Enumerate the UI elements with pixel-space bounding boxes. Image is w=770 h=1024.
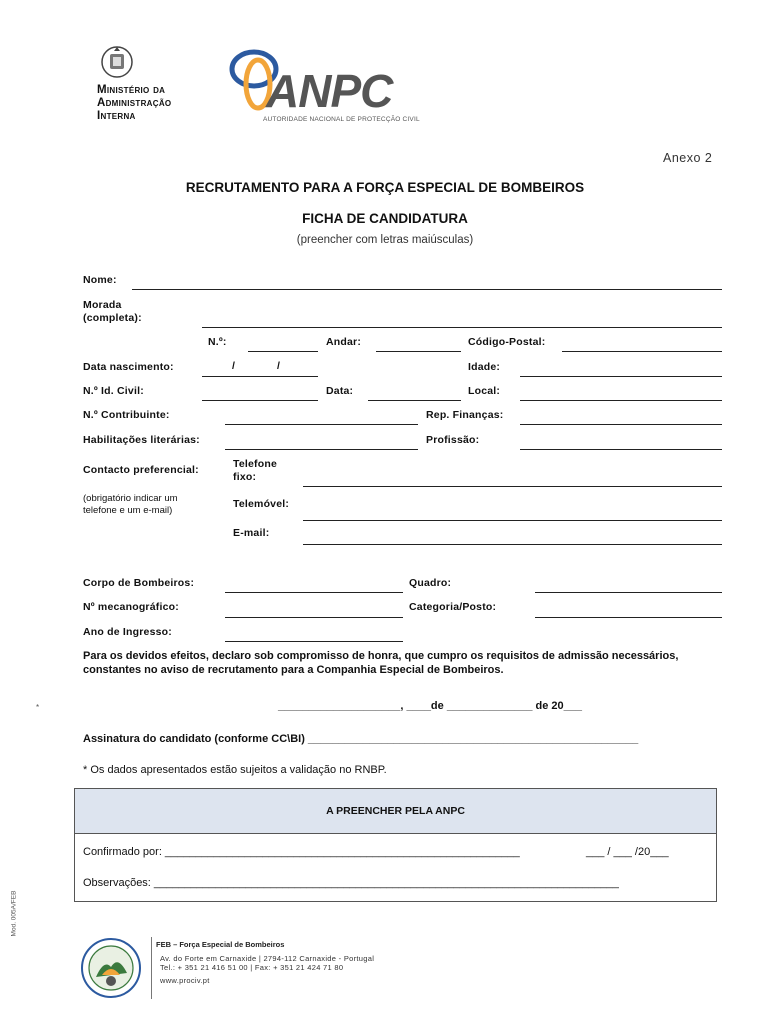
local-label: Local: — [468, 385, 501, 397]
confirmado-date[interactable]: ___ / ___ /20___ — [586, 846, 669, 858]
rep-financas-label: Rep. Finanças: — [426, 409, 504, 421]
id-civil-label: N.º Id. Civil: — [83, 385, 144, 397]
footer-phones: Tel.: + 351 21 416 51 00 | Fax: + 351 21 424 71 80 — [160, 963, 344, 972]
ano-ingresso-field[interactable] — [225, 641, 403, 642]
ministry-name — [97, 84, 171, 123]
instructions-note: (preencher com letras maiúsculas) — [296, 234, 474, 246]
anpc-box-header — [75, 789, 716, 834]
ministry-line-1: Ministério da — [97, 84, 166, 96]
quadro-label: Quadro: — [409, 577, 452, 589]
confirmado-line[interactable]: Confirmado por: __________________________________________________________ — [83, 846, 520, 858]
sub-title: FICHA DE CANDIDATURA — [302, 211, 468, 226]
codigo-postal-label: Código-Postal: — [468, 336, 546, 348]
codigo-postal-field[interactable] — [562, 351, 722, 352]
anpc-box-title: A PREENCHER PELA ANPC — [326, 805, 465, 817]
categoria-label: Categoria/Posto: — [409, 601, 497, 613]
ano-ingresso-label: Ano de Ingresso: — [83, 626, 172, 638]
signature-line[interactable]: Assinatura do candidato (conforme CC\BI) ______________________________________________________ — [83, 733, 639, 745]
corpo-bombeiros-field[interactable] — [225, 592, 403, 593]
anpc-subtitle: AUTORIDADE NACIONAL DE PROTECÇÃO CIVIL — [263, 116, 420, 123]
date-slash-1: / — [232, 360, 236, 372]
habilitacoes-field[interactable] — [225, 449, 418, 450]
contacto-note-line-1: (obrigatório indicar um — [83, 493, 178, 504]
margin-mark: * — [36, 703, 40, 712]
mecanografico-label: Nº mecanográfico: — [83, 601, 179, 613]
contribuinte-label: N.º Contribuinte: — [83, 409, 170, 421]
local-field[interactable] — [520, 400, 722, 401]
footer-title: FEB – Força Especial de Bombeiros — [156, 940, 285, 949]
observacoes-line[interactable]: Observações: ____________________________________________________________________________ — [83, 877, 619, 889]
quadro-field[interactable] — [535, 592, 722, 593]
contacto-label: Contacto preferencial: — [83, 464, 199, 476]
id-civil-field[interactable] — [202, 400, 318, 401]
andar-field[interactable] — [376, 351, 461, 352]
nome-label: Nome: — [83, 274, 117, 286]
footer-address: Av. do Forte em Carnaxide | 2794-112 Carnaxide - Portugal — [160, 954, 375, 963]
telefone-label: Telefone — [233, 458, 277, 470]
telemovel-field[interactable] — [303, 520, 722, 521]
email-field[interactable] — [303, 544, 722, 545]
mecanografico-field[interactable] — [225, 617, 403, 618]
anpc-logo-text: ANPC — [266, 65, 393, 117]
date-slash-2: / — [277, 360, 281, 372]
ministry-line-2: Administração — [97, 97, 172, 109]
model-code: Mod. 005A/FEB — [10, 890, 18, 937]
habilitacoes-label: Habilitações literárias: — [83, 434, 200, 446]
profissao-label: Profissão: — [426, 434, 480, 446]
contacto-note-line-2: telefone e um e-mail) — [83, 505, 173, 516]
contribuinte-field[interactable] — [225, 424, 418, 425]
feb-seal-icon — [80, 937, 142, 999]
profissao-field[interactable] — [520, 449, 722, 450]
numero-label: N.º: — [208, 336, 227, 348]
morada-label-2: (completa): — [83, 312, 142, 324]
idade-label: Idade: — [468, 361, 501, 373]
nome-field[interactable] — [132, 289, 722, 290]
ministry-line-3: Interna — [97, 110, 136, 122]
declaration-line-1: Para os devidos efeitos, declaro sob compromisso de honra, que cumpro os requisitos de admissão necessários, — [83, 650, 679, 662]
morada-field[interactable] — [202, 327, 722, 328]
telefone-label-2: fixo: — [233, 471, 257, 483]
footer-website[interactable]: www.prociv.pt — [160, 976, 210, 985]
telemovel-label: Telemóvel: — [233, 498, 290, 510]
anpc-box — [74, 788, 717, 902]
morada-label: Morada — [83, 299, 122, 311]
footer-divider — [151, 937, 152, 999]
data-label: Data: — [326, 385, 354, 397]
categoria-field[interactable] — [535, 617, 722, 618]
email-label: E-mail: — [233, 527, 270, 539]
data-nascimento-label: Data nascimento: — [83, 361, 174, 373]
date-line[interactable]: ____________________, ____de ______________ de 20___ — [278, 700, 583, 712]
declaration-text — [83, 649, 678, 677]
data-nascimento-field[interactable] — [202, 376, 318, 377]
numero-field[interactable] — [248, 351, 318, 352]
idade-field[interactable] — [520, 376, 722, 377]
contacto-note — [83, 493, 178, 517]
footnote: * Os dados apresentados estão sujeitos a validação no RNBP. — [83, 764, 387, 776]
rep-financas-field[interactable] — [520, 424, 722, 425]
andar-label: Andar: — [326, 336, 362, 348]
anexo-label: Anexo 2 — [663, 151, 713, 165]
declaration-line-2: constantes no aviso de recrutamento para a Companhia Especial de Bombeiros. — [83, 664, 504, 676]
coat-of-arms-icon — [100, 44, 134, 80]
telefone-field[interactable] — [303, 486, 722, 487]
data-field[interactable] — [368, 400, 461, 401]
corpo-bombeiros-label: Corpo de Bombeiros: — [83, 577, 195, 589]
main-title: RECRUTAMENTO PARA A FORÇA ESPECIAL DE BOMBEIROS — [185, 180, 585, 195]
